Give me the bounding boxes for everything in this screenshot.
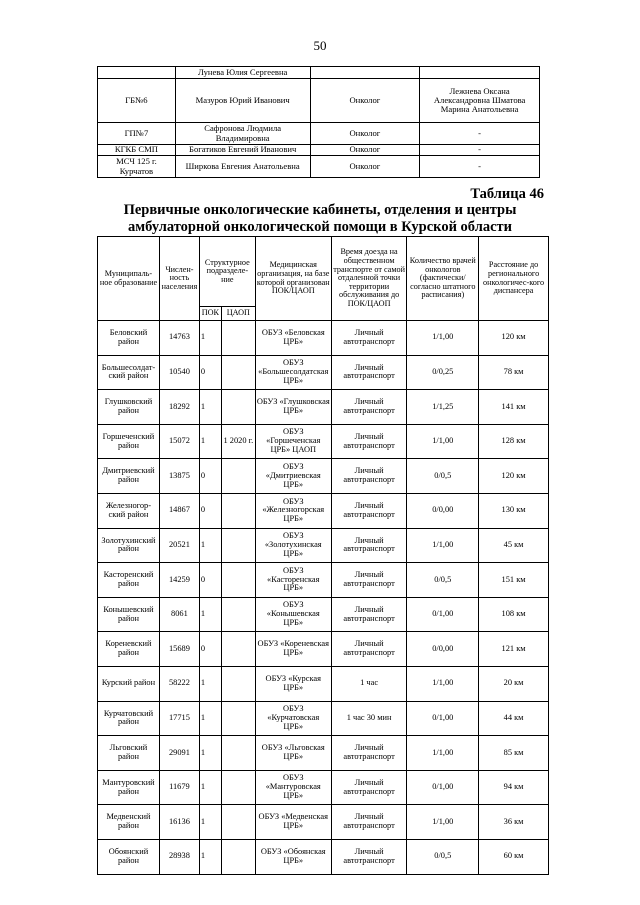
cell-distance: 141 км bbox=[479, 390, 549, 425]
staff-cell-spec: Онколог bbox=[310, 145, 420, 156]
cell-base-org: ОБУЗ «Большесолдатская ЦРБ» bbox=[255, 355, 331, 390]
table-row bbox=[98, 321, 549, 356]
header-travel: Время доезда на общественном транспорте от самой отдаленной точки территории обслуживания до ПОК/ЦАОП bbox=[331, 237, 407, 321]
cell-tsaop bbox=[221, 839, 255, 874]
cell-tsaop bbox=[221, 459, 255, 494]
cell-distance: 130 км bbox=[479, 493, 549, 528]
cell-oncologists: 1/1,00 bbox=[407, 805, 479, 840]
cell-tsaop bbox=[221, 701, 255, 736]
table-row bbox=[98, 839, 549, 874]
cell-tsaop bbox=[221, 632, 255, 667]
staff-cell-spec: Онколог bbox=[310, 156, 420, 178]
cell-distance: 20 км bbox=[479, 666, 549, 701]
cell-travel: Личный автотранспорт bbox=[331, 632, 407, 667]
cell-oncologists: 1/1,00 bbox=[407, 528, 479, 563]
staff-cell-org bbox=[98, 67, 176, 79]
cell-oncologists: 0/0,00 bbox=[407, 493, 479, 528]
cell-pok: 1 bbox=[199, 390, 221, 425]
cell-travel: Личный автотранспорт bbox=[331, 805, 407, 840]
staff-cell-other: - bbox=[420, 156, 540, 178]
staff-cell-spec bbox=[310, 67, 420, 79]
cell-population: 14763 bbox=[159, 321, 199, 356]
cell-base-org: ОБУЗ «Медвенская ЦРБ» bbox=[255, 805, 331, 840]
cell-population: 58222 bbox=[159, 666, 199, 701]
cell-municipality: Льговский район bbox=[98, 736, 160, 771]
cell-municipality: Беловский район bbox=[98, 321, 160, 356]
table-row bbox=[98, 563, 549, 598]
table-row bbox=[98, 390, 549, 425]
cell-oncologists: 0/0,5 bbox=[407, 563, 479, 598]
cell-base-org: ОБУЗ «Касторенская ЦРБ» bbox=[255, 563, 331, 598]
cell-oncologists: 1/1,25 bbox=[407, 390, 479, 425]
staff-row bbox=[98, 123, 540, 145]
cell-oncologists: 0/1,00 bbox=[407, 701, 479, 736]
cell-travel: Личный автотранспорт bbox=[331, 493, 407, 528]
table-row bbox=[98, 666, 549, 701]
cell-distance: 78 км bbox=[479, 355, 549, 390]
cell-pok: 1 bbox=[199, 666, 221, 701]
cell-tsaop bbox=[221, 736, 255, 771]
cell-oncologists: 1/1,00 bbox=[407, 666, 479, 701]
cell-municipality: Золотухинский район bbox=[98, 528, 160, 563]
table-row bbox=[98, 459, 549, 494]
cell-travel: Личный автотранспорт bbox=[331, 424, 407, 459]
cell-tsaop bbox=[221, 563, 255, 598]
cell-population: 11679 bbox=[159, 770, 199, 805]
cell-distance: 85 км bbox=[479, 736, 549, 771]
cell-base-org: ОБУЗ «Кореневская ЦРБ» bbox=[255, 632, 331, 667]
cell-oncologists: 0/0,25 bbox=[407, 355, 479, 390]
table-title: Первичные онкологические кабинеты, отделения и центры амбулаторной онкологической помощи в Курской области bbox=[123, 202, 517, 235]
cell-tsaop bbox=[221, 666, 255, 701]
cell-distance: 60 км bbox=[479, 839, 549, 874]
header-oncologists: Количество врачей онкологов (фактически/ согласно штатного расписания) bbox=[407, 237, 479, 321]
cell-municipality: Медвенский район bbox=[98, 805, 160, 840]
cell-population: 17715 bbox=[159, 701, 199, 736]
table-row bbox=[98, 355, 549, 390]
cell-municipality: Кореневский район bbox=[98, 632, 160, 667]
cell-tsaop bbox=[221, 770, 255, 805]
cell-municipality: Горшеченский район bbox=[98, 424, 160, 459]
cell-base-org: ОБУЗ «Глушковская ЦРБ» bbox=[255, 390, 331, 425]
cell-pok: 1 bbox=[199, 528, 221, 563]
oncology-units-table bbox=[97, 236, 549, 875]
cell-population: 8061 bbox=[159, 597, 199, 632]
staff-table bbox=[97, 66, 540, 178]
cell-tsaop bbox=[221, 597, 255, 632]
staff-cell-other: - bbox=[420, 145, 540, 156]
cell-municipality: Глушковский район bbox=[98, 390, 160, 425]
cell-tsaop bbox=[221, 321, 255, 356]
cell-population: 13875 bbox=[159, 459, 199, 494]
header-structural: Структурное подразделе-ние bbox=[199, 237, 255, 307]
cell-pok: 1 bbox=[199, 424, 221, 459]
table-row bbox=[98, 805, 549, 840]
cell-pok: 1 bbox=[199, 701, 221, 736]
cell-population: 14867 bbox=[159, 493, 199, 528]
staff-cell-org: КГКБ СМП bbox=[98, 145, 176, 156]
cell-population: 15689 bbox=[159, 632, 199, 667]
cell-municipality: Обоянский район bbox=[98, 839, 160, 874]
page-number: 50 bbox=[313, 38, 327, 53]
cell-pok: 0 bbox=[199, 493, 221, 528]
table-row bbox=[98, 424, 549, 459]
staff-cell-other: Лежнева Оксана Александровна Шматова Марина Анатольевна bbox=[420, 79, 540, 123]
staff-row bbox=[98, 67, 540, 79]
staff-cell-spec: Онколог bbox=[310, 79, 420, 123]
cell-distance: 94 км bbox=[479, 770, 549, 805]
cell-travel: Личный автотранспорт bbox=[331, 459, 407, 494]
cell-tsaop bbox=[221, 355, 255, 390]
header-municipality: Муниципаль-ное образование bbox=[98, 237, 160, 321]
cell-base-org: ОБУЗ «Железногорская ЦРБ» bbox=[255, 493, 331, 528]
staff-cell-org: ГБ№6 bbox=[98, 79, 176, 123]
cell-population: 29091 bbox=[159, 736, 199, 771]
cell-pok: 0 bbox=[199, 355, 221, 390]
cell-population: 16136 bbox=[159, 805, 199, 840]
cell-base-org: ОБУЗ «Льговская ЦРБ» bbox=[255, 736, 331, 771]
header-population: Числен-ность населения bbox=[159, 237, 199, 321]
staff-cell-doctor: Богатиков Евгений Иванович bbox=[175, 145, 310, 156]
cell-pok: 0 bbox=[199, 459, 221, 494]
cell-base-org: ОБУЗ «Дмитриевская ЦРБ» bbox=[255, 459, 331, 494]
cell-pok: 0 bbox=[199, 563, 221, 598]
cell-oncologists: 0/0,5 bbox=[407, 459, 479, 494]
cell-base-org: ОБУЗ «Конышевская ЦРБ» bbox=[255, 597, 331, 632]
cell-distance: 151 км bbox=[479, 563, 549, 598]
cell-oncologists: 0/1,00 bbox=[407, 597, 479, 632]
cell-travel: Личный автотранспорт bbox=[331, 355, 407, 390]
cell-municipality: Мантуровский район bbox=[98, 770, 160, 805]
cell-pok: 1 bbox=[199, 736, 221, 771]
cell-tsaop: 1 2020 г. bbox=[221, 424, 255, 459]
cell-base-org: ОБУЗ «Курская ЦРБ» bbox=[255, 666, 331, 701]
cell-distance: 121 км bbox=[479, 632, 549, 667]
cell-pok: 1 bbox=[199, 805, 221, 840]
staff-cell-org: ГП№7 bbox=[98, 123, 176, 145]
cell-distance: 120 км bbox=[479, 321, 549, 356]
header-pok: ПОК bbox=[199, 307, 221, 321]
staff-cell-other: - bbox=[420, 123, 540, 145]
table-row bbox=[98, 770, 549, 805]
cell-oncologists: 1/1,00 bbox=[407, 424, 479, 459]
staff-cell-other bbox=[420, 67, 540, 79]
staff-cell-org: МСЧ 125 г. Курчатов bbox=[98, 156, 176, 178]
cell-pok: 1 bbox=[199, 597, 221, 632]
header-base-org: Медицинская организация, на базе которой организован ПОК/ЦАОП bbox=[255, 237, 331, 321]
cell-population: 10540 bbox=[159, 355, 199, 390]
table-row bbox=[98, 597, 549, 632]
cell-population: 20521 bbox=[159, 528, 199, 563]
table-row bbox=[98, 632, 549, 667]
cell-population: 14259 bbox=[159, 563, 199, 598]
cell-base-org: ОБУЗ «Курчатовская ЦРБ» bbox=[255, 701, 331, 736]
cell-oncologists: 0/0,00 bbox=[407, 632, 479, 667]
cell-municipality: Конышевский район bbox=[98, 597, 160, 632]
cell-travel: 1 час 30 мин bbox=[331, 701, 407, 736]
table-row bbox=[98, 528, 549, 563]
cell-population: 15072 bbox=[159, 424, 199, 459]
cell-municipality: Дмитриевский район bbox=[98, 459, 160, 494]
cell-oncologists: 0/0,5 bbox=[407, 839, 479, 874]
cell-oncologists: 1/1,00 bbox=[407, 736, 479, 771]
cell-pok: 1 bbox=[199, 839, 221, 874]
cell-tsaop bbox=[221, 805, 255, 840]
cell-base-org: ОБУЗ «Обоянская ЦРБ» bbox=[255, 839, 331, 874]
cell-municipality: Курский район bbox=[98, 666, 160, 701]
cell-distance: 108 км bbox=[479, 597, 549, 632]
staff-cell-doctor: Мазуров Юрий Иванович bbox=[175, 79, 310, 123]
table-row bbox=[98, 701, 549, 736]
cell-distance: 45 км bbox=[479, 528, 549, 563]
cell-travel: Личный автотранспорт bbox=[331, 390, 407, 425]
staff-cell-spec: Онколог bbox=[310, 123, 420, 145]
cell-municipality: Касторенский район bbox=[98, 563, 160, 598]
cell-base-org: ОБУЗ «Золотухинская ЦРБ» bbox=[255, 528, 331, 563]
cell-travel: Личный автотранспорт bbox=[331, 321, 407, 356]
cell-municipality: Большесолдат-ский район bbox=[98, 355, 160, 390]
cell-travel: Личный автотранспорт bbox=[331, 597, 407, 632]
cell-distance: 128 км bbox=[479, 424, 549, 459]
staff-row bbox=[98, 145, 540, 156]
header-distance: Расстояние до регионального онкологичес-кого диспансера bbox=[479, 237, 549, 321]
cell-municipality: Курчатовский район bbox=[98, 701, 160, 736]
cell-tsaop bbox=[221, 493, 255, 528]
staff-row bbox=[98, 156, 540, 178]
staff-cell-doctor: Ширкова Евгения Анатольевна bbox=[175, 156, 310, 178]
cell-population: 28938 bbox=[159, 839, 199, 874]
cell-pok: 1 bbox=[199, 770, 221, 805]
header-tsaop: ЦАОП bbox=[221, 307, 255, 321]
cell-oncologists: 1/1,00 bbox=[407, 321, 479, 356]
cell-travel: Личный автотранспорт bbox=[331, 528, 407, 563]
cell-base-org: ОБУЗ «Горшеченская ЦРБ» ЦАОП bbox=[255, 424, 331, 459]
cell-pok: 0 bbox=[199, 632, 221, 667]
staff-row bbox=[98, 79, 540, 123]
cell-travel: Личный автотранспорт bbox=[331, 839, 407, 874]
cell-municipality: Железногор-ский район bbox=[98, 493, 160, 528]
table-row bbox=[98, 736, 549, 771]
cell-travel: Личный автотранспорт bbox=[331, 736, 407, 771]
cell-travel: Личный автотранспорт bbox=[331, 563, 407, 598]
cell-base-org: ОБУЗ «Мантуровская ЦРБ» bbox=[255, 770, 331, 805]
cell-distance: 36 км bbox=[479, 805, 549, 840]
table-label: Таблица 46 bbox=[470, 186, 544, 202]
cell-base-org: ОБУЗ «Беловская ЦРБ» bbox=[255, 321, 331, 356]
cell-travel: 1 час bbox=[331, 666, 407, 701]
cell-population: 18292 bbox=[159, 390, 199, 425]
staff-cell-doctor: Лунева Юлия Сергеевна bbox=[175, 67, 310, 79]
cell-travel: Личный автотранспорт bbox=[331, 770, 407, 805]
table-row bbox=[98, 493, 549, 528]
cell-oncologists: 0/1,00 bbox=[407, 770, 479, 805]
cell-pok: 1 bbox=[199, 321, 221, 356]
cell-distance: 120 км bbox=[479, 459, 549, 494]
cell-distance: 44 км bbox=[479, 701, 549, 736]
staff-cell-doctor: Сафронова Людмила Владимировна bbox=[175, 123, 310, 145]
cell-tsaop bbox=[221, 528, 255, 563]
cell-tsaop bbox=[221, 390, 255, 425]
